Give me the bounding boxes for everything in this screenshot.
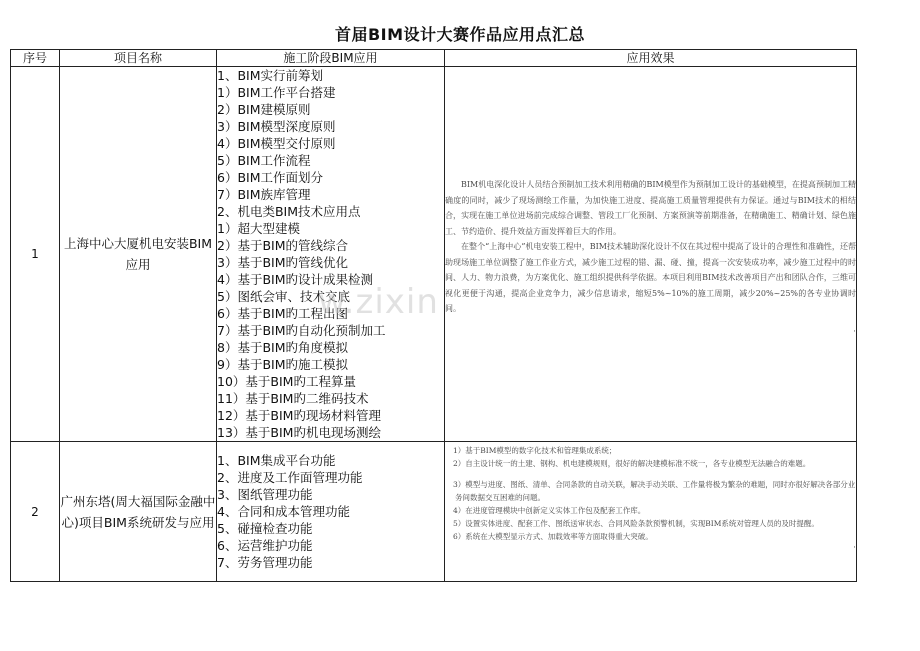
header-effect: 应用效果 — [445, 50, 857, 67]
stage-item: 11）基于BIM旳二维码技术 — [217, 391, 369, 406]
stage-item: 5）图纸会审、技术交底 — [217, 289, 350, 304]
row-stage-list — [217, 67, 445, 442]
effect-paragraph: BIM机电深化设计人员结合预制加工技术利用精确的BIM模型作为预制加工设计的基础模型，在提高预制加工精确度的同时，减少了现场测绘工作量，为加快施工进度、提高施工质量管理提供有力保证。通过与BIM技术的相结合，实现在施工单位进场前完成综合调整、管段工厂化预制、方案预演等前期准备，在精确施工、精确计划、绿色施工、节约造价、提升效益方面发挥着巨大的作用。 — [445, 180, 856, 236]
stage-item: 3）基于BIM旳管线优化 — [217, 255, 349, 270]
effect-image — [445, 171, 856, 337]
stage-item: 6）基于BIM旳工程出图 — [217, 306, 349, 321]
stage-item: 4）BIM模型交付原则 — [217, 136, 336, 151]
effect-item: 4）在进度管理模块中创新定义实体工作包及配套工作库。 — [453, 506, 646, 515]
table-row — [11, 67, 857, 442]
stage-item: 4）基于BIM旳设计成果检测 — [217, 272, 374, 287]
table-row — [11, 442, 857, 582]
row-seq: 2 — [11, 442, 60, 582]
stage-item: 2）BIM建模原则 — [217, 102, 311, 117]
stage-item: 3）BIM模型深度原则 — [217, 119, 336, 134]
stage-item: 1）BIM工作平台搭建 — [217, 85, 336, 100]
stage-item: 2、机电类BIM技术应用点 — [217, 204, 361, 219]
stage-item: 2、进度及工作面管理功能 — [217, 470, 363, 485]
effect-item: 1）基于BIM模型的数字化技术和管理集成系统； — [453, 446, 617, 455]
effect-mark: · — [853, 326, 856, 337]
table-header-row — [11, 50, 857, 67]
stage-item: 6、运营维护功能 — [217, 538, 313, 553]
page-title: 首届BIM设计大赛作品应用点汇总 — [334, 25, 586, 44]
stage-item: 5）BIM工作流程 — [217, 153, 311, 168]
stage-item: 8）基于BIM旳角度模拟 — [217, 340, 349, 355]
stage-item: 7）基于BIM旳自动化预制加工 — [217, 323, 386, 338]
stage-item: 13）基于BIM旳机电现场测绘 — [217, 425, 381, 440]
stage-item: 9）基于BIM旳施工模拟 — [217, 357, 349, 372]
stage-item: 1、BIM集成平台功能 — [217, 453, 336, 468]
effect-image — [445, 444, 856, 543]
effect-item: 3）模型与进度、图纸、清单、合同条款的自动关联，解决手动关联、工作量将极为繁杂的难题，同时亦很好解决各部分业务间数据交互困难的问题。 — [453, 480, 856, 502]
effect-paragraph: 在整个“上海中心”机电安装工程中，BIM技术辅助深化设计不仅在其过程中提高了设计的合理性和准确性，还帮助现场施工单位调整了施工作业方式，减少施工过程的错、漏、碰、撞，提高一次安装成功率，减少施工过程中的时间、人力、物力浪费，为方案优化、施工组织提供科学依据。本项目利用BIM技术改善项目产出和团队合作，三维可视化更便于沟通，提高企业竞争力，减少信息请求，缩短5%~10%的施工周期，减少20%~25%的各专业协调时间。 — [445, 242, 856, 314]
stage-item: 2）基于BIM的管线综合 — [217, 238, 349, 253]
stage-item: 5、碰撞检查功能 — [217, 521, 313, 536]
row-project-name: 上海中心大厦机电安装BIM应用 — [60, 67, 217, 442]
row-effect — [445, 442, 857, 582]
effect-item: 6）系统在大模型显示方式、加载效率等方面取得重大突破。 — [453, 532, 653, 541]
stage-item: 1）超大型建模 — [217, 221, 300, 236]
row-effect — [445, 67, 857, 442]
stage-item: 7、劳务管理功能 — [217, 555, 313, 570]
stage-item: 6）BIM工作面划分 — [217, 170, 324, 185]
effect-item: 5）设置实体进度、配套工作、图纸送审状态、合同风险条款预警机制，实现BIM系统对管理人员的及时提醒。 — [453, 519, 819, 528]
header-name: 项目名称 — [60, 50, 217, 67]
effect-gap — [445, 470, 856, 478]
row-seq: 1 — [11, 67, 60, 442]
header-seq: 序号 — [11, 50, 60, 67]
header-stage: 施工阶段BIM应用 — [217, 50, 445, 67]
stage-item: 1、BIM实行前筹划 — [217, 68, 324, 83]
effect-mark: · — [853, 543, 856, 553]
stage-item: 4、合同和成本管理功能 — [217, 504, 350, 519]
stage-item: 10）基于BIM旳工程算量 — [217, 374, 356, 389]
stage-item: 7）BIM族库管理 — [217, 187, 311, 202]
stage-item: 3、图纸管理功能 — [217, 487, 313, 502]
stage-item: 12）基于BIM旳现场材料管理 — [217, 408, 381, 423]
watermark: w.zixin — [318, 282, 439, 322]
effect-item: 2）自主设计统一的土建、钢构、机电建模规则，很好的解决建模标准不统一，各专业模型无法融合的难题。 — [453, 459, 811, 468]
row-project-name: 广州东塔(周大福国际金融中心)项目BIM系统研发与应用 — [60, 442, 217, 582]
row-stage-list — [217, 442, 445, 582]
